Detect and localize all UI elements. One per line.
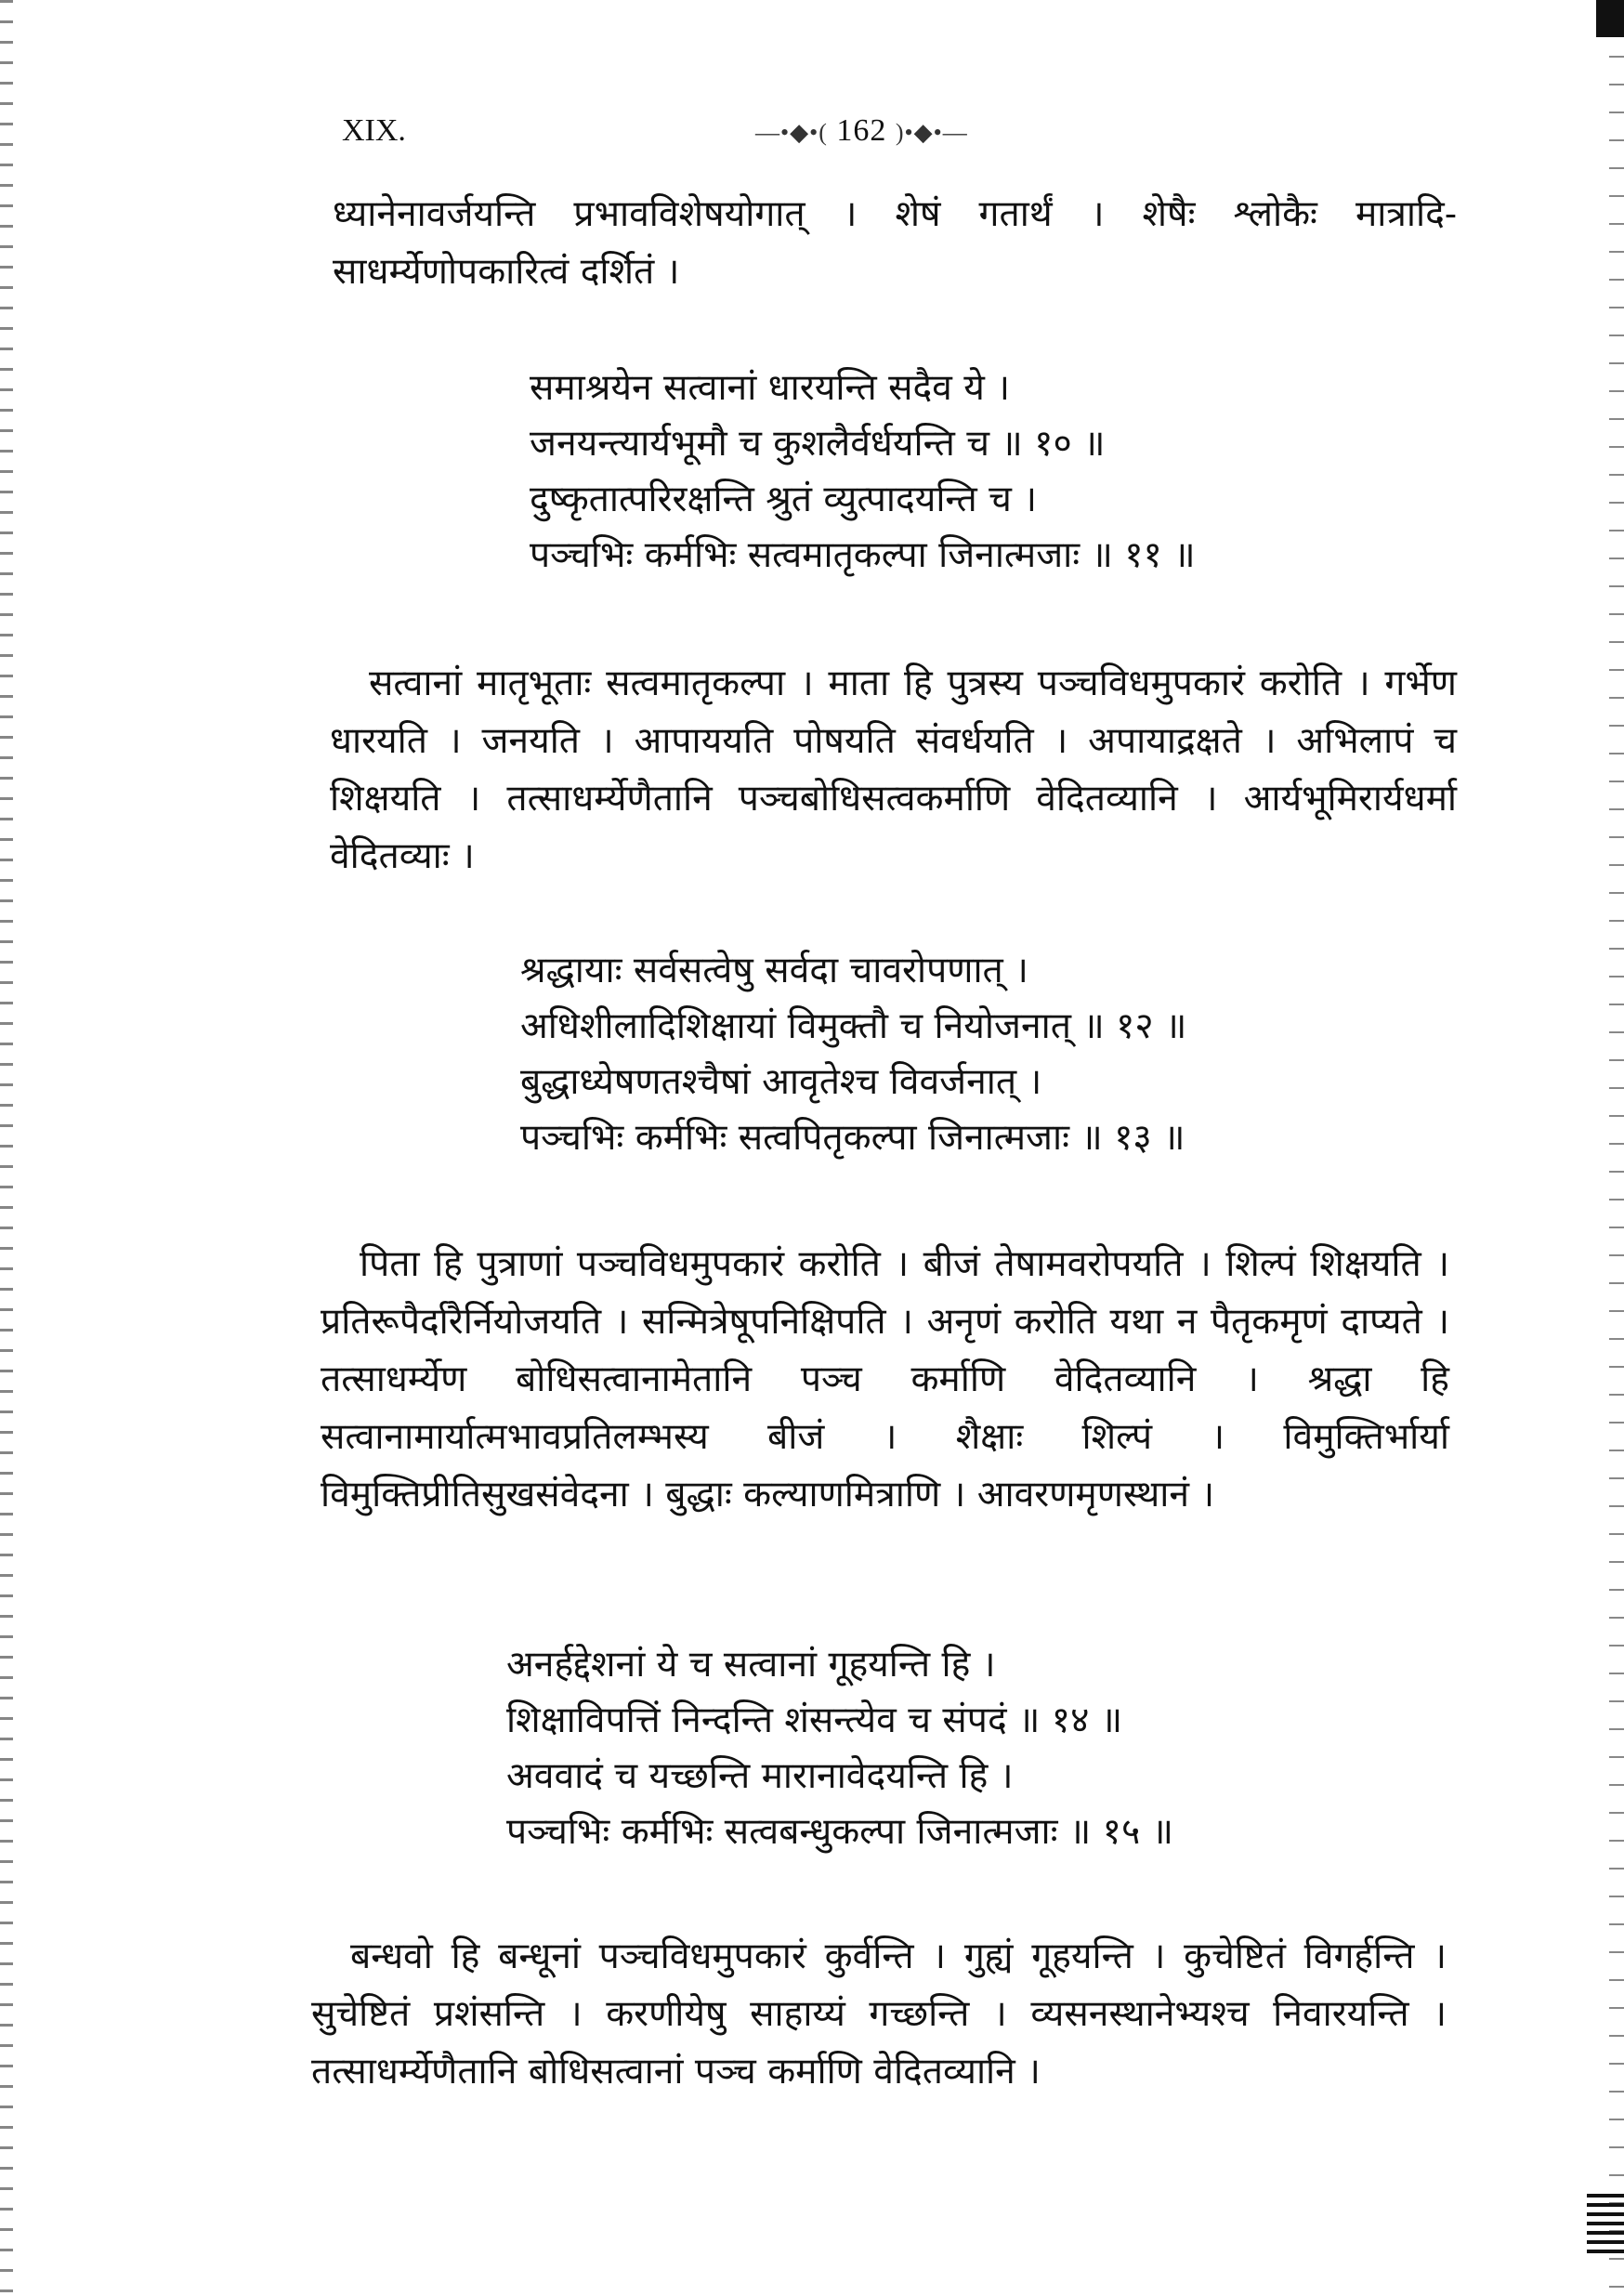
verse-line: पञ्चभिः कर्मभिः सत्वबन्धुकल्पा जिनात्मजाः ॥ १५ ॥ bbox=[506, 1811, 1173, 1853]
verse-3 bbox=[506, 1637, 1173, 1860]
page-number-line bbox=[755, 113, 968, 149]
page-number: 162 bbox=[836, 113, 887, 148]
ornament-left: —•◆•( bbox=[755, 119, 828, 146]
scan-corner-mark bbox=[1596, 0, 1624, 37]
scan-edge-left bbox=[0, 0, 13, 2296]
scan-edge-right bbox=[1609, 0, 1624, 2296]
verse-line: अधिशीलादिशिक्षायां विमुक्तौ च नियोजनात् ॥ १२ ॥ bbox=[520, 1005, 1187, 1047]
paragraph-1: ध्यानेनावर्जयन्ति प्रभावविशेषयोगात् । शेषं गतार्थं । शेषैः श्लोकैः मात्रादि-साधर्म्येणोपकारित्वं दर्शितं । bbox=[333, 193, 1457, 293]
verse-line: जनयन्त्यार्यभूमौ च कुशलैर्वर्धयन्ति च ॥ १० ॥ bbox=[530, 423, 1106, 465]
page-header bbox=[342, 113, 1457, 160]
paragraph-2: सत्वानां मातृभूताः सत्वमातृकल्पा । माता हि पुत्रस्य पञ्चविधमुपकारं करोति । गर्भेण धारयति । जनयति । आपाययति पोषयति संवर्धयति । अपायाद्रक्षते । अभिलापं च शिक्षयति । तत्साधर्म्येणैतानि पञ्चबोधिसत्वकर्माणि वेदितव्यानि । आर्यभूमिरार्यधर्मा वेदितव्याः । bbox=[330, 663, 1457, 877]
ornament-right: )•◆•— bbox=[895, 119, 968, 146]
paragraph-3: पिता हि पुत्राणां पञ्चविधमुपकारं करोति । बीजं तेषामवरोपयति । शिल्पं शिक्षयति । प्रतिरूपैर्दारैर्नियोजयति । सन्मित्रेषूपनिक्षिपति । अनृणं करोति यथा न पैतृकमृणं दाप्यते । तत्साधर्म्येण बोधिसत्वानामेतानि पञ्च कर्माणि वेदितव्यानि । श्रद्धा हि सत्वानामार्यात्मभावप्रतिलम्भस्य बीजं । शैक्षाः शिल्पं । विमुक्तिर्भार्या विमुक्तिप्रीतिसुखसंवेदना । बुद्धाः कल्याणमित्राणि । आवरणमृणस्थानं । bbox=[321, 1243, 1449, 1515]
scan-corner-mark-bottom bbox=[1587, 2194, 1624, 2259]
verse-line: समाश्रयेन सत्वानां धारयन्ति सदैव ये । bbox=[530, 367, 1011, 409]
verse-line: अनर्हद्देशनां ये च सत्वानां गूहयन्ति हि । bbox=[506, 1644, 996, 1686]
verse-line: अववादं च यच्छन्ति मारानावेदयन्ति हि । bbox=[506, 1755, 1014, 1797]
verse-1 bbox=[530, 361, 1196, 584]
verse-line: बुद्धाध्येषणतश्चैषां आवृतेश्च विवर्जनात् । bbox=[520, 1061, 1042, 1103]
verse-line: पञ्चभिः कर्मभिः सत्वमातृकल्पा जिनात्मजाः ॥ ११ ॥ bbox=[530, 534, 1196, 576]
paragraph-4: बन्धवो हि बन्धूनां पञ्चविधमुपकारं कुर्वन्ति । गुह्यं गूहयन्ति । कुचेष्टितं विगर्हन्ति । सुचेष्टितं प्रशंसन्ति । करणीयेषु साहाय्यं गच्छन्ति । व्यसनस्थानेभ्यश्च निवारयन्ति । तत्साधर्म्येणैतानि बोधिसत्वानां पञ्च कर्माणि वेदितव्यानि । bbox=[311, 1935, 1447, 2093]
verse-line: पञ्चभिः कर्मभिः सत्वपितृकल्पा जिनात्मजाः ॥ १३ ॥ bbox=[520, 1117, 1185, 1159]
verse-line: श्रद्धायाः सर्वसत्वेषु सर्वदा चावरोपणात् । bbox=[520, 950, 1028, 991]
verse-line: शिक्षाविपत्तिं निन्दन्ति शंसन्त्येव च संपदं ॥ १४ ॥ bbox=[506, 1699, 1123, 1741]
verse-2 bbox=[520, 943, 1186, 1166]
chapter-number: XIX. bbox=[342, 113, 406, 148]
verse-line: दुष्कृतात्परिरक्षन्ति श्रुतं व्युत्पादयन्ति च । bbox=[530, 479, 1038, 520]
